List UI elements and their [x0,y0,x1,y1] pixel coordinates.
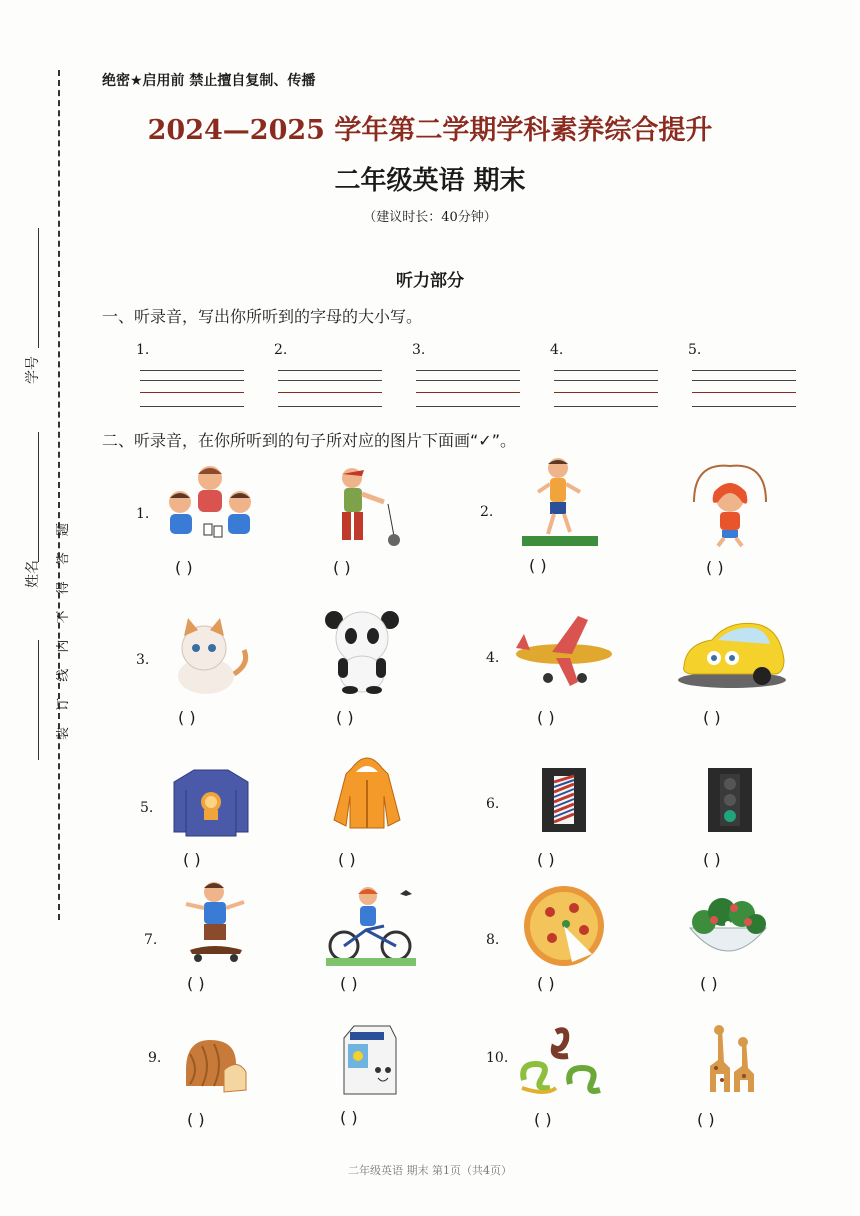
answer-paren[interactable]: ( ) [187,1110,205,1129]
answer-paren[interactable]: ( ) [187,974,205,993]
answer-paren[interactable]: ( ) [703,708,721,727]
item-number: 8. [486,932,500,948]
question1-instruction: 一、听录音，写出你所听到的字母的大小写。 [102,307,423,326]
section-title: 听力部分 [396,271,464,291]
question2-instruction: 二、听录音，在你所听到的句子所对应的图片下面画“✓”。 [102,431,516,450]
student-id-label: 学号 [25,356,41,384]
answer-paren[interactable]: ( ) [697,1110,715,1129]
exam-subtitle: 二年级英语 期末 [334,166,526,196]
milk-carton-picture [334,1022,400,1098]
item-number: 3. [412,342,426,358]
boy-running-picture [520,456,600,550]
item-number: 4. [486,650,500,666]
answer-paren[interactable]: ( ) [178,708,196,727]
answer-paren[interactable]: ( ) [537,850,555,869]
boy-playing-yoyo-picture [322,464,414,548]
name-blank [38,432,39,562]
answer-paren[interactable]: ( ) [183,850,201,869]
sweater-picture [172,766,250,838]
item-number: 9. [148,1050,162,1066]
answer-paren[interactable]: ( ) [175,558,193,577]
item-number: 4. [550,342,564,358]
airplane-picture [512,612,616,692]
traffic-light-picture [706,766,754,834]
children-playing-cards-picture [162,462,258,546]
boy-skateboarding-picture [178,880,250,964]
car-picture [676,614,788,692]
item-number: 5. [688,342,702,358]
page-title: 2024—2025 学年第二学期学科素养综合提升 [147,115,713,146]
name-label: 姓名 [25,560,41,588]
item-number: 1. [136,506,150,522]
margin-line [38,640,39,760]
answer-paren[interactable]: ( ) [537,974,555,993]
girl-jumping-rope-picture [684,462,776,548]
pizza-picture [522,884,608,968]
item-number: 5. [140,800,154,816]
seal-text: 装 订 线 内 不 得 答 题 [56,517,71,740]
raincoat-picture [330,750,404,830]
item-number: 3. [136,652,150,668]
item-number: 2. [274,342,288,358]
answer-paren[interactable]: ( ) [340,1108,358,1127]
confidential-label: 绝密★启用前 禁止擅自复制、传播 [102,73,316,89]
answer-paren[interactable]: ( ) [703,850,721,869]
item-number: 1. [136,342,150,358]
answer-paren[interactable]: ( ) [700,974,718,993]
answer-paren[interactable]: ( ) [338,850,356,869]
time-note: （建议时长：40分钟） [363,210,497,225]
item-number: 2. [480,504,494,520]
page-footer: 二年级英语 期末 第1页（共4页） [348,1164,512,1177]
answer-paren[interactable]: ( ) [537,708,555,727]
answer-paren[interactable]: ( ) [529,556,547,575]
binding-dashed-line [58,70,60,920]
answer-paren[interactable]: ( ) [333,558,351,577]
boy-riding-bike-picture [326,886,416,966]
answer-paren[interactable]: ( ) [534,1110,552,1129]
answer-paren[interactable]: ( ) [706,558,724,577]
item-number: 7. [144,932,158,948]
answer-paren[interactable]: ( ) [336,708,354,727]
barber-pole-box-picture [540,766,588,834]
answer-paren[interactable]: ( ) [340,974,358,993]
salad-picture [684,884,772,964]
bread-picture [180,1030,250,1096]
giraffes-picture [688,1022,770,1096]
kitten-picture [166,614,252,696]
panda-picture [320,608,404,694]
item-number: 6. [486,796,500,812]
snakes-picture [516,1024,606,1096]
item-number: 10. [486,1050,509,1066]
